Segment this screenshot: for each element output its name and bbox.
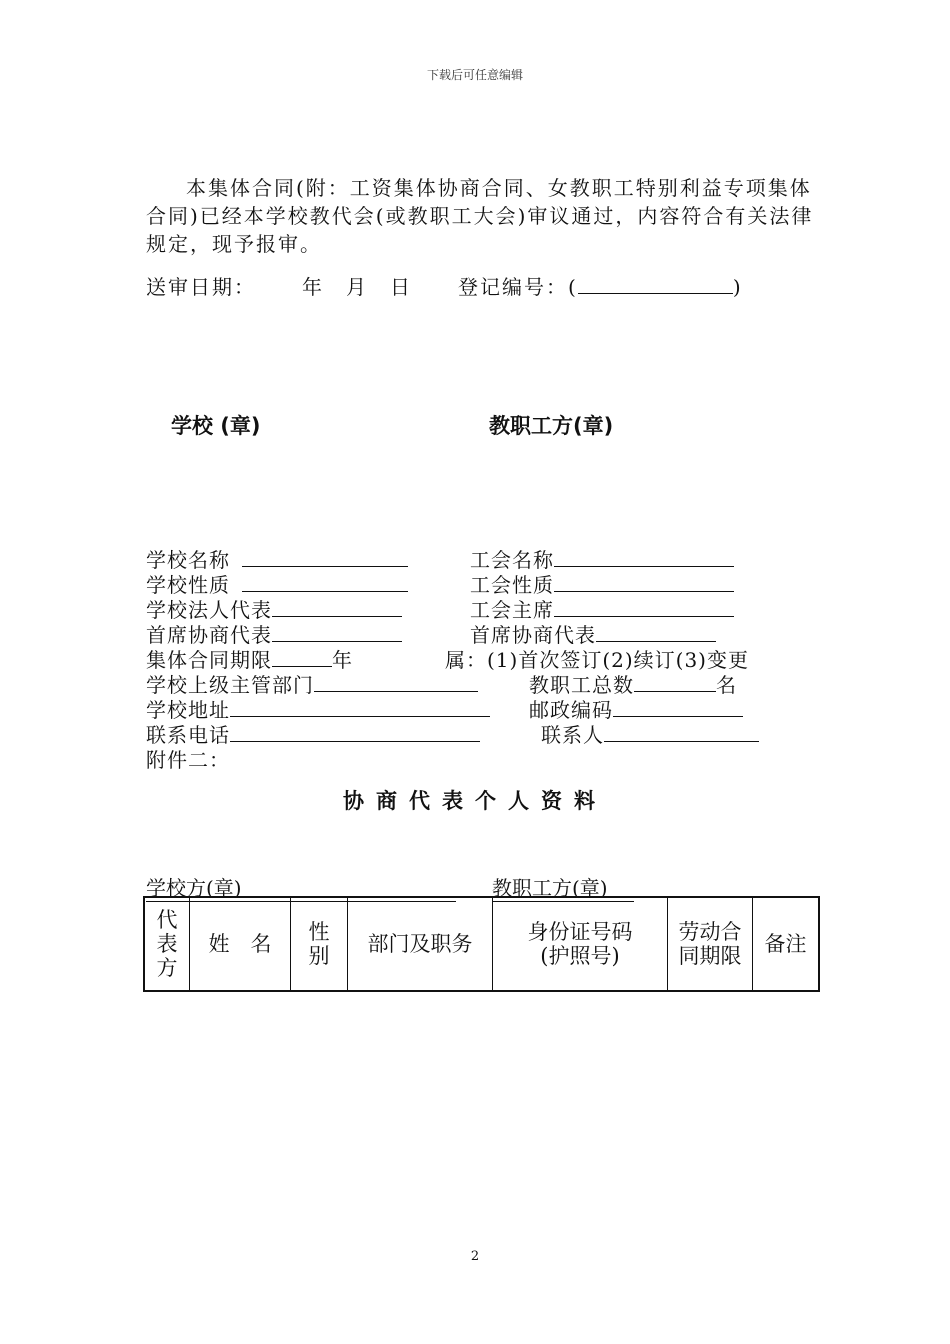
contact-label: 联系人	[541, 723, 604, 747]
header-remark: 备注	[753, 897, 820, 991]
address-label: 学校地址	[146, 698, 230, 722]
header-term: 劳动合 同期限	[668, 897, 753, 991]
staff-seal: 教职工方(章)	[489, 414, 614, 438]
phone-label: 联系电话	[146, 723, 230, 747]
legal-rep-label: 学校法人代表	[146, 598, 272, 622]
school-nature-label: 学校性质	[146, 573, 230, 597]
contact-row	[541, 723, 759, 747]
page-number: 2	[470, 1249, 480, 1264]
school-name-row	[146, 548, 408, 572]
intro-paragraph: 本集体合同(附：工资集体协商合同、女教职工特别利益专项集体合同)已经本学校教代会(或教职工大会)审议通过，内容符合有关法律规定，现予报审。	[146, 176, 814, 256]
legal-rep-row	[146, 598, 402, 622]
union-name-blank	[554, 548, 734, 567]
representative-table	[143, 896, 820, 992]
school-name-label: 学校名称	[146, 548, 230, 572]
chief-union-blank	[596, 623, 716, 642]
submit-line	[146, 273, 743, 301]
staff-total-row	[529, 673, 737, 697]
term-blank	[272, 648, 332, 667]
header-note: 下载后可任意编辑	[426, 68, 523, 82]
section-title: 协商代表个人资料	[343, 789, 607, 813]
sign-school: 学校方(章)	[146, 872, 456, 902]
sign-staff: 教职工方(章)	[492, 872, 634, 902]
header-dept: 部门及职务	[348, 897, 493, 991]
phone-blank	[230, 723, 480, 742]
supervisor-label: 学校上级主管部门	[146, 673, 314, 697]
union-name-label: 工会名称	[470, 548, 554, 572]
address-row	[146, 698, 490, 722]
legal-rep-blank	[272, 598, 402, 617]
school-seal: 学校 (章)	[171, 414, 261, 438]
header-id: 身份证号码 (护照号)	[493, 897, 668, 991]
reg-no-label: 登记编号：(	[458, 275, 578, 299]
term-label: 集体合同期限	[146, 648, 272, 672]
header-rep-side: 代 表 方	[144, 897, 190, 991]
month-label: 月	[346, 275, 368, 299]
type-row: 属：(1)首次签订(2)续订(3)变更	[445, 648, 749, 672]
chief-union-label: 首席协商代表	[470, 623, 596, 647]
union-chair-row	[470, 598, 734, 622]
staff-total-label: 教职工总数	[529, 673, 634, 697]
chief-school-label: 首席协商代表	[146, 623, 272, 647]
contact-blank	[604, 723, 759, 742]
term-row	[146, 648, 353, 672]
submit-date-label: 送审日期：	[146, 275, 256, 299]
union-name-row	[470, 548, 734, 572]
chief-school-row	[146, 623, 402, 647]
attachment-label: 附件二：	[146, 748, 230, 772]
union-nature-blank	[554, 573, 734, 592]
phone-row	[146, 723, 480, 747]
postal-blank	[613, 698, 743, 717]
address-blank	[230, 698, 490, 717]
table-header-row	[144, 897, 819, 991]
chief-school-blank	[272, 623, 402, 642]
school-nature-row	[146, 573, 408, 597]
postal-row	[529, 698, 743, 722]
supervisor-row	[146, 673, 478, 697]
union-nature-row	[470, 573, 734, 597]
header-name: 姓 名	[190, 897, 291, 991]
staff-total-blank	[634, 673, 716, 692]
reg-no-close: )	[732, 275, 743, 299]
postal-label: 邮政编码	[529, 698, 613, 722]
day-label: 日	[390, 275, 412, 299]
header-gender: 性 别	[291, 897, 348, 991]
school-nature-blank	[242, 573, 408, 592]
chief-union-row	[470, 623, 716, 647]
union-nature-label: 工会性质	[470, 573, 554, 597]
union-chair-blank	[554, 598, 734, 617]
union-chair-label: 工会主席	[470, 598, 554, 622]
year-label: 年	[302, 275, 324, 299]
supervisor-blank	[314, 673, 478, 692]
school-name-blank	[242, 548, 408, 567]
reg-no-blank	[578, 275, 733, 294]
staff-unit: 名	[716, 673, 737, 697]
term-unit: 年	[332, 648, 353, 672]
